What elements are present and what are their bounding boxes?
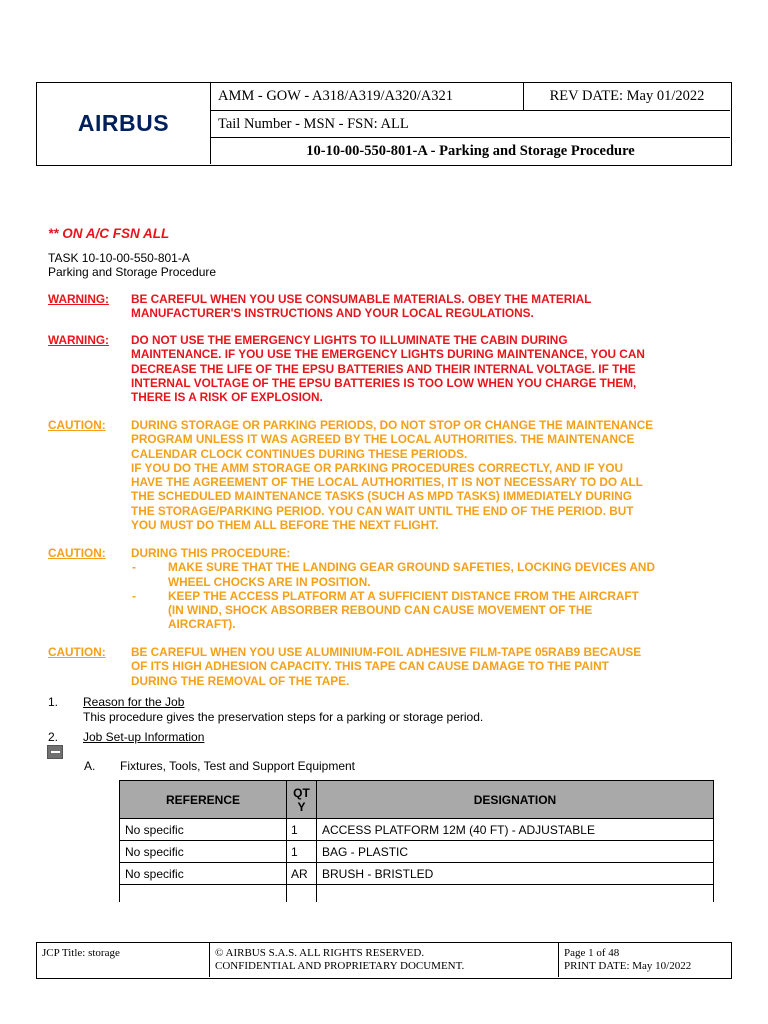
notice-line: DURING STORAGE OR PARKING PERIODS, DO NOT STOP OR CHANGE THE MAINTENANCE (131, 418, 654, 432)
notice-line: KEEP THE ACCESS PLATFORM AT A SUFFICIENT DISTANCE FROM THE AIRCRAFT (168, 588, 639, 603)
step-2-number: 2. (48, 730, 59, 744)
notice-line: THE SCHEDULED MAINTENANCE TASKS (SUCH AS MPD TASKS) IMMEDIATELY DURING (131, 489, 632, 504)
copyright-line: © AIRBUS S.A.S. ALL RIGHTS RESERVED. (215, 947, 425, 959)
amm-reference: AMM - GOW - A318/A319/A320/A321 (211, 83, 524, 111)
page-number: Page 1 of 48 (564, 947, 620, 959)
task-number: TASK 10-10-00-550-801-A (48, 251, 190, 265)
notice-line: DO NOT USE THE EMERGENCY LIGHTS TO ILLUMINATE THE CABIN DURING (131, 333, 568, 347)
qty-header-line: Y (297, 799, 306, 814)
equipment-table (119, 780, 714, 902)
cell-qty: 1 (287, 819, 317, 841)
confidential-line: CONFIDENTIAL AND PROPRIETARY DOCUMENT. (215, 959, 465, 972)
notice-line: BE CAREFUL WHEN YOU USE ALUMINIUM-FOIL ADHESIVE FILM-TAPE 05RAB9 BECAUSE (131, 645, 642, 659)
notice-line: THE STORAGE/PARKING PERIOD. YOU CAN WAIT UNTIL THE END OF THE PERIOD. BUT (131, 503, 634, 518)
warning-label: WARNING: (48, 292, 109, 306)
notice-line: DURING THE REMOVAL OF THE TAPE. (131, 673, 350, 688)
document-title: 10-10-00-550-801-A - Parking and Storage Procedure (306, 142, 635, 159)
step-1-title: Reason for the Job (83, 695, 185, 709)
notice-line: PROGRAM UNLESS IT WAS AGREED BY THE LOCAL AUTHORITIES. THE MAINTENANCE (131, 432, 635, 447)
column-header-designation: DESIGNATION (317, 781, 714, 819)
bullet-item (131, 589, 728, 632)
cell-empty (287, 885, 317, 902)
applicability-note: ** ON A/C FSN ALL (48, 226, 170, 241)
page-info (559, 943, 730, 977)
document-footer (36, 942, 732, 979)
notice-line: THERE IS A RISK OF EXPLOSION. (131, 390, 323, 405)
jcp-title: JCP Title: storage (37, 943, 210, 977)
caution-label: CAUTION: (48, 645, 106, 659)
qty-header-line: QT (293, 785, 310, 800)
cell-reference: No specific (120, 841, 287, 863)
column-header-qty (287, 781, 317, 819)
warning-label: WARNING: (48, 333, 109, 347)
step-2-title: Job Set-up Information (83, 730, 205, 744)
cell-designation: BAG - PLASTIC (317, 841, 714, 863)
notice-line: AIRCRAFT). (168, 617, 236, 632)
warning-emergency-lights (48, 333, 728, 404)
cell-empty (120, 885, 287, 902)
table-row (120, 863, 714, 885)
notice-line: MAINTENANCE. IF YOU USE THE EMERGENCY LIGHTS DURING MAINTENANCE, YOU CAN (131, 347, 645, 362)
print-date: PRINT DATE: May 10/2022 (564, 959, 692, 972)
cell-qty: AR (287, 863, 317, 885)
substep-a-number: A. (84, 759, 96, 773)
column-header-reference: REFERENCE (120, 781, 287, 819)
table-header-row (120, 781, 714, 819)
step-1-number: 1. (48, 695, 59, 709)
table-row-continued (120, 885, 714, 902)
table-row (120, 841, 714, 863)
caution-label: CAUTION: (48, 418, 106, 432)
cell-reference: No specific (120, 863, 287, 885)
notice-line: IF YOU DO THE AMM STORAGE OR PARKING PROCEDURES CORRECTLY, AND IF YOU (131, 460, 624, 475)
caution-maintenance-program (48, 418, 728, 532)
bullet-item (131, 560, 728, 589)
task-title: Parking and Storage Procedure (48, 265, 217, 279)
cell-designation: BRUSH - BRISTLED (317, 863, 714, 885)
bullet-dash: - (132, 588, 136, 603)
notice-line: DECREASE THE LIFE OF THE EPSU BATTERIES AND THEIR INTERNAL VOLTAGE. IF THE (131, 361, 636, 376)
copyright-notice (210, 943, 559, 977)
tail-number: Tail Number - MSN - FSN: ALL (211, 111, 730, 138)
substep-a-title: Fixtures, Tools, Test and Support Equipment (120, 759, 356, 773)
notice-line: CALENDAR CLOCK CONTINUES DURING THESE PERIODS. (131, 446, 468, 461)
notice-line: OF ITS HIGH ADHESION CAPACITY. THIS TAPE CAN CAUSE DAMAGE TO THE PAINT (131, 659, 609, 674)
logo-text: AIRBUS (77, 110, 170, 136)
caution-label: CAUTION: (48, 546, 106, 560)
notice-line: MAKE SURE THAT THE LANDING GEAR GROUND SAFETIES, LOCKING DEVICES AND (168, 560, 655, 575)
step-1-text: This procedure gives the preservation steps for a parking or storage period. (83, 710, 484, 724)
warning-materials (48, 292, 728, 321)
notice-line: HAVE THE AGREEMENT OF THE LOCAL AUTHORITIES, IT IS NOT NECESSARY TO DO ALL (131, 475, 643, 490)
caution-procedure (48, 546, 728, 632)
cell-qty: 1 (287, 841, 317, 863)
cell-reference: No specific (120, 819, 287, 841)
revision-date: REV DATE: May 01/2022 (524, 83, 730, 111)
notice-line: YOU MUST DO THEM ALL BEFORE THE NEXT FLIGHT. (131, 518, 439, 533)
notice-line: BE CAREFUL WHEN YOU USE CONSUMABLE MATERIALS. OBEY THE MATERIAL (131, 292, 592, 306)
cell-empty (317, 885, 714, 902)
notice-line: WHEEL CHOCKS ARE IN POSITION. (168, 574, 371, 589)
notice-line: DURING THIS PROCEDURE: (131, 546, 291, 560)
notice-line: (IN WIND, SHOCK ABSORBER REBOUND CAN CAUSE MOVEMENT OF THE (168, 603, 593, 618)
airbus-logo (37, 83, 211, 164)
cell-designation: ACCESS PLATFORM 12M (40 FT) - ADJUSTABLE (317, 819, 714, 841)
notice-line: INTERNAL VOLTAGE OF THE EPSU BATTERIES IS TOO LOW WHEN YOU CHARGE THEM, (131, 375, 637, 390)
bullet-dash: - (132, 560, 136, 575)
caution-adhesive-tape (48, 645, 728, 688)
notice-line: MANUFACTURER'S INSTRUCTIONS AND YOUR LOCAL REGULATIONS. (131, 306, 534, 321)
table-row (120, 819, 714, 841)
collapse-toggle-icon[interactable] (47, 745, 63, 759)
document-header (36, 82, 732, 166)
